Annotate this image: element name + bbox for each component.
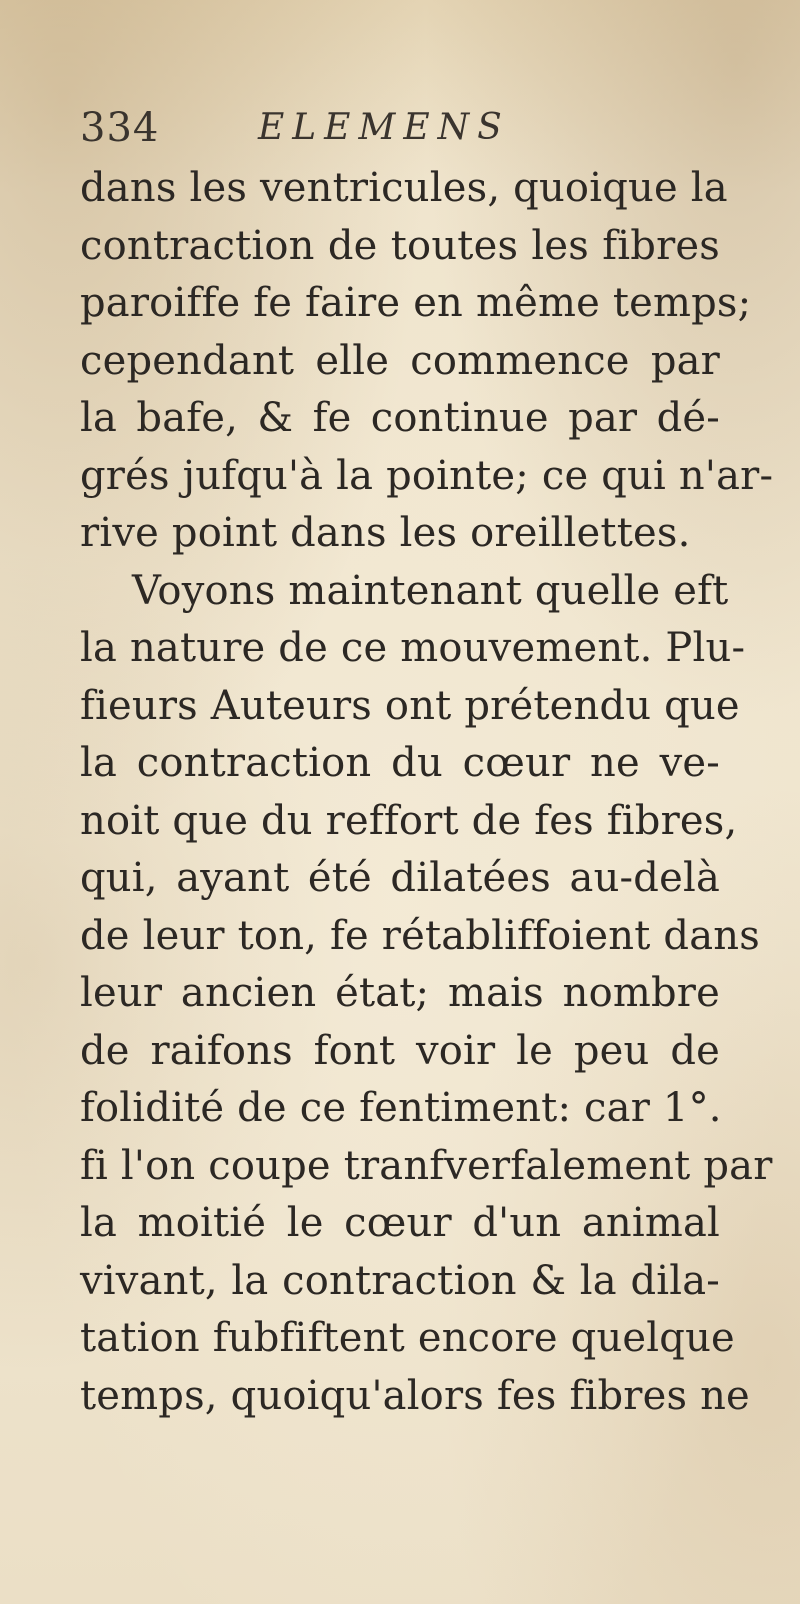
text-line: tation fubfiftent encore quelque — [80, 1315, 735, 1361]
paragraph — [80, 160, 774, 563]
text-line: la nature de ce mouvement. Plu- — [80, 625, 746, 671]
text-line: grés jufqu'à la pointe; ce qui n'ar- — [80, 452, 774, 499]
text-line: la bafe, & fe continue par dé- — [80, 395, 720, 441]
text-line: contraction de toutes les fibres — [80, 222, 720, 269]
text-line: de raifons font voir le peu de — [80, 1027, 720, 1074]
text-line: paroiffe fe faire en même temps; — [80, 280, 752, 326]
text-line: la contraction du cœur ne ve- — [80, 740, 720, 786]
text-line: dans les ventricules, quoique la — [80, 165, 728, 211]
text-line: noit que du reffort de fes fibres, — [80, 797, 738, 844]
text-line: Voyons maintenant quelle eft — [132, 567, 729, 614]
text-line: rive point dans les oreillettes. — [80, 510, 691, 556]
text-line: fieurs Auteurs ont prétendu que — [80, 682, 740, 729]
text-line: temps, quoiqu'alors fes fibres ne — [80, 1372, 750, 1419]
text-line: cependant elle commence par — [80, 337, 720, 384]
text-line: vivant, la contraction & la dila- — [80, 1257, 720, 1304]
page-number: 334 — [80, 105, 160, 151]
text-line: qui, ayant été dilatées au-delà — [80, 855, 720, 901]
body-text — [80, 160, 774, 1425]
paragraph — [80, 563, 773, 1426]
text-line: fi l'on coupe tranfverfalement par — [80, 1142, 773, 1189]
text-line: de leur ton, fe rétabliffoient dans — [80, 912, 760, 959]
text-line: leur ancien état; mais nombre — [80, 970, 720, 1016]
text-line: folidité de ce fentiment: car 1°. — [80, 1085, 722, 1131]
running-title: ELEMENS — [258, 107, 510, 148]
text-line: la moitié le cœur d'un animal — [80, 1200, 720, 1246]
running-head — [80, 98, 720, 158]
